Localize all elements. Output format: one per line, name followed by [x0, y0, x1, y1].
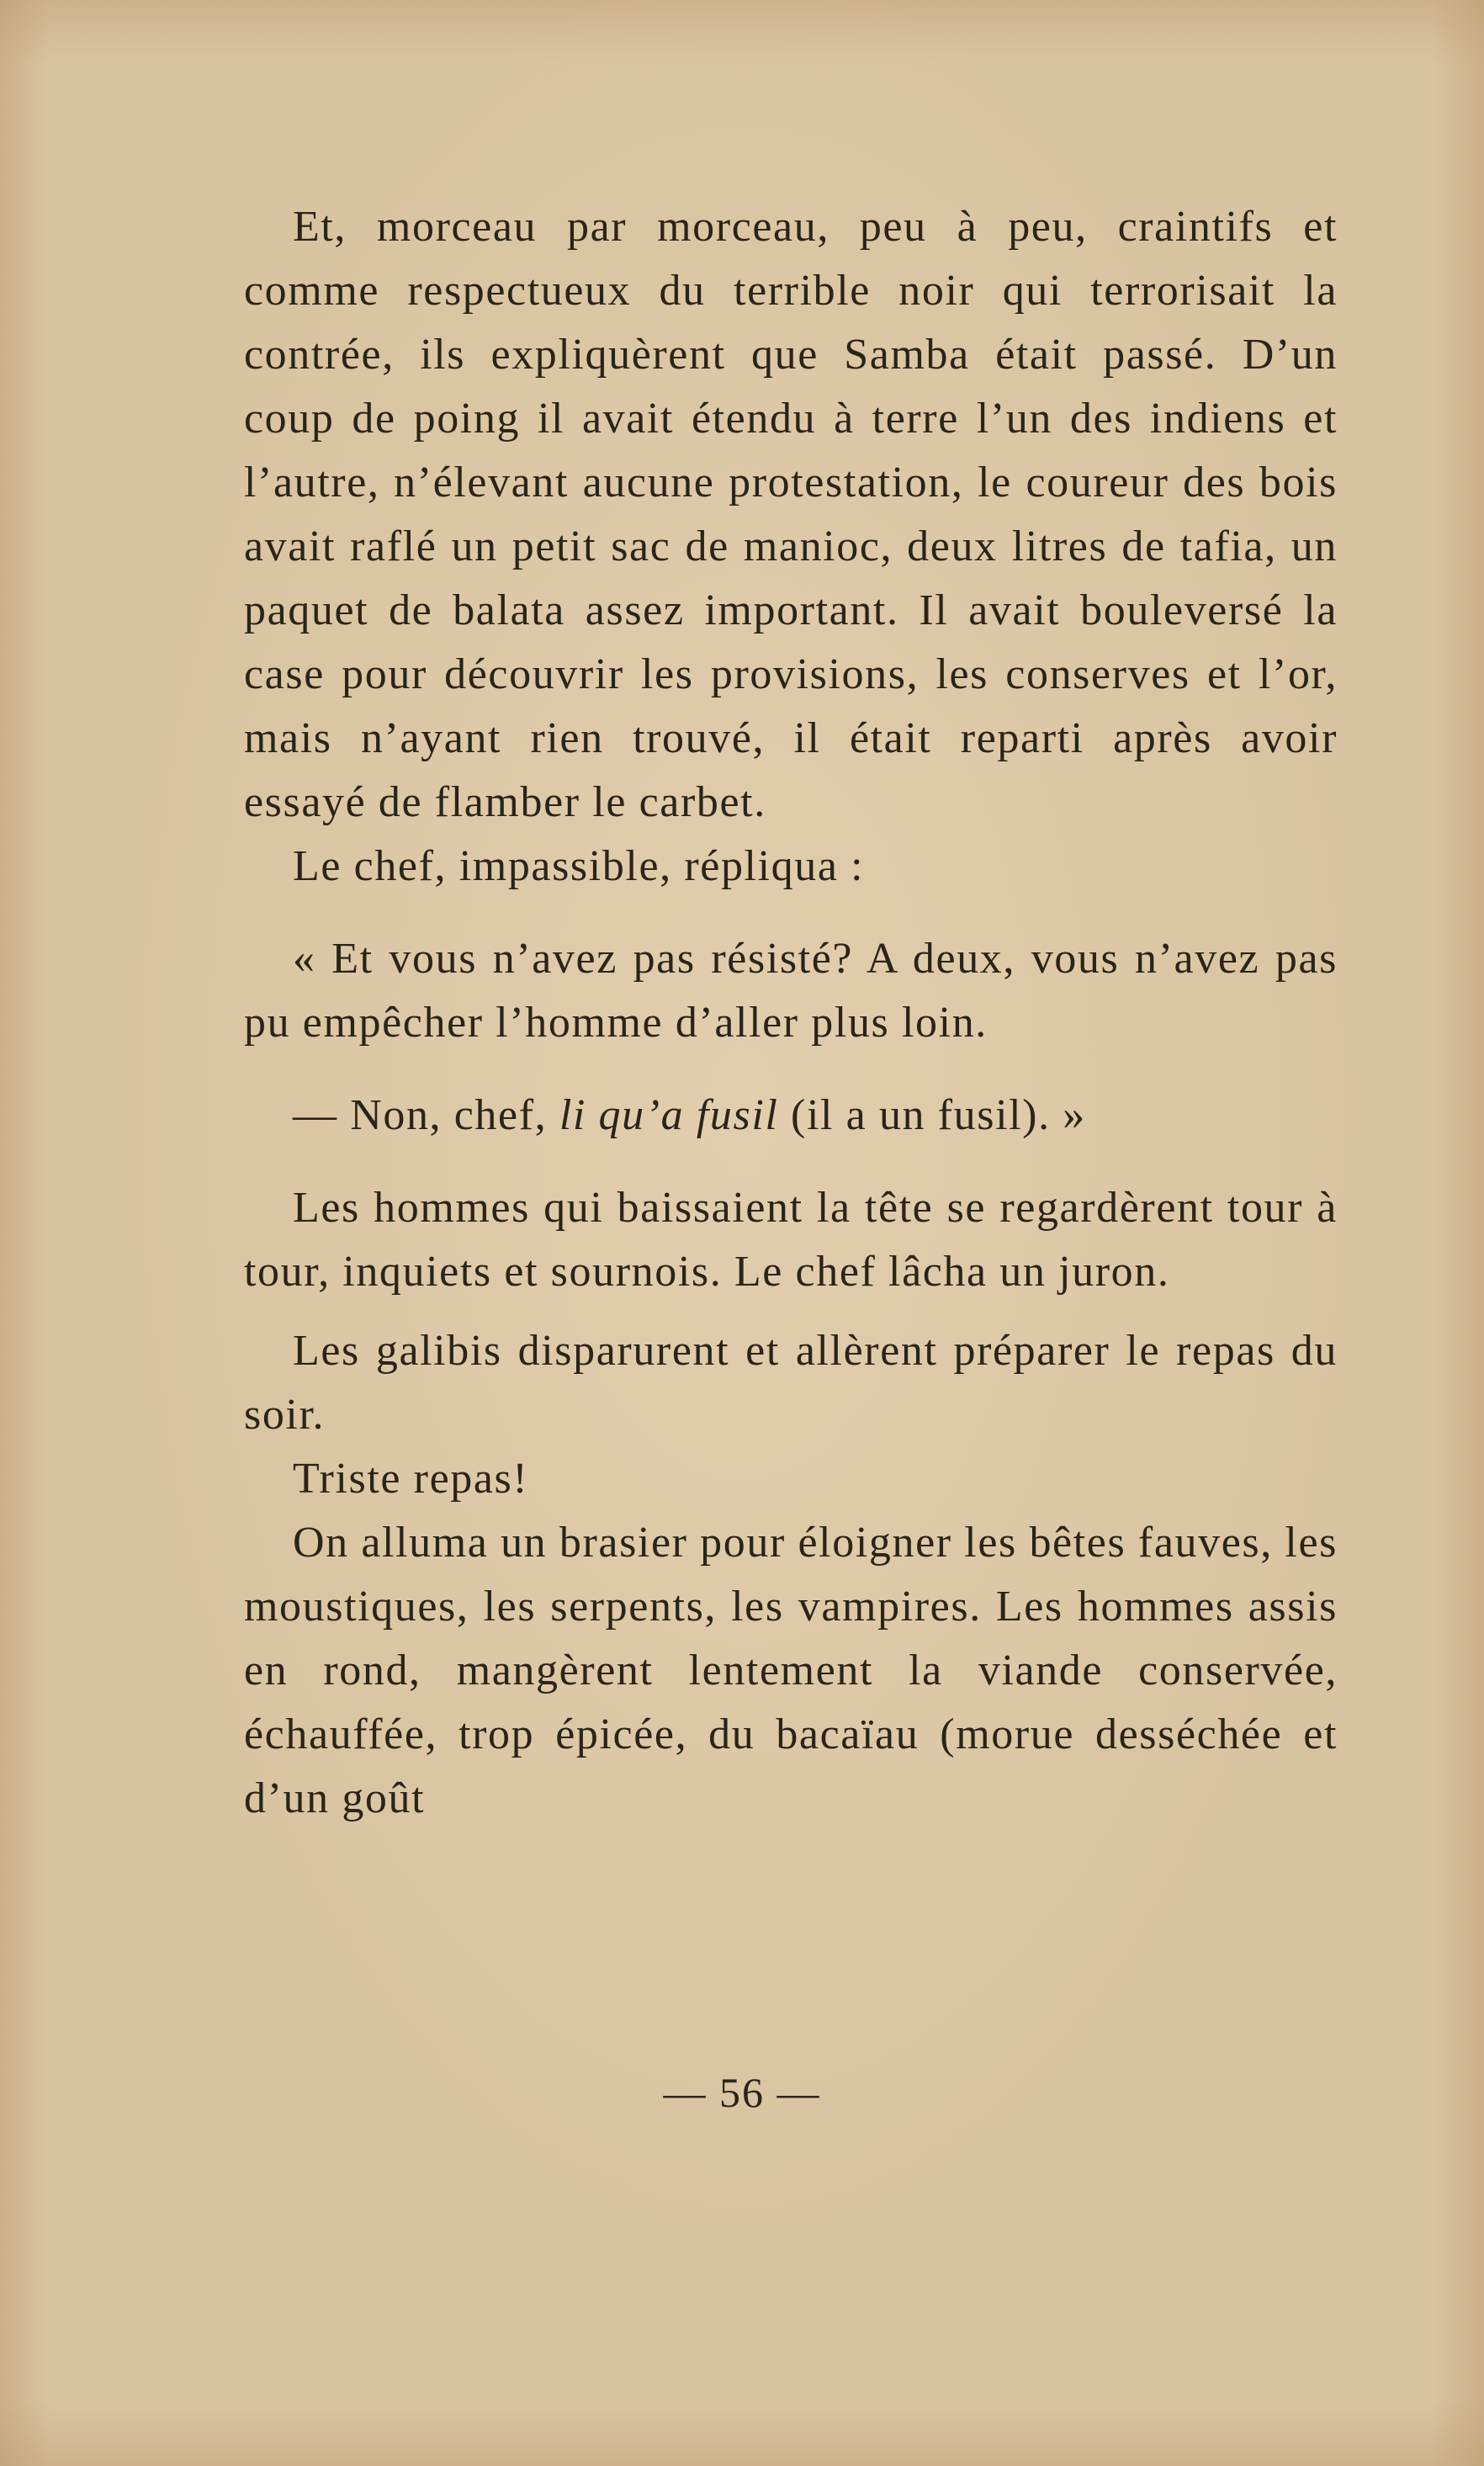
- dialogue-creole: li qu’a fusil: [559, 1091, 779, 1139]
- dialogue-translation: (il a un fusil). »: [791, 1091, 1086, 1139]
- paragraph-triste-repas: Triste repas!: [293, 1455, 529, 1503]
- paragraph-men-reaction: Les hommes qui baissaient la tête se regardèrent tour à tour, inquiets et sournois. Le chef lâcha un juron.: [244, 1184, 1338, 1296]
- paragraph-chef-reply: Le chef, impassible, répliqua :: [293, 842, 865, 890]
- paragraph-chef-question: « Et vous n’avez pas résisté? A deux, vous n’avez pas pu empêcher l’homme d’aller plus loin.: [244, 935, 1338, 1047]
- body-text: [244, 195, 1338, 1831]
- paragraph-brasier: On alluma un brasier pour éloigner les bêtes fauves, les moustiques, les serpents, les vampires. Les hommes assis en rond, mangèrent lentement la viande conservée, échauffée, trop épicée, du bacaïau (morue desséchée et d’un goût: [244, 1519, 1338, 1822]
- paragraph-dialogue-answer: [244, 1084, 1338, 1148]
- page-number: — 56 —: [663, 2069, 821, 2116]
- paragraph-galibis: Les galibis disparurent et allèrent préparer le repas du soir.: [244, 1327, 1338, 1439]
- dialogue-dash: — Non, chef,: [293, 1091, 548, 1139]
- paragraph-narration: Et, morceau par morceau, peu à peu, craintifs et comme respectueux du terrible noir qui terrorisait la contrée, ils expliquèrent que Samba était passé. D’un coup de poing il avait étendu à terre l’un des indiens et l’autre, n’élevant aucune protestation, le coureur des bois avait raflé un petit sac de manioc, deux litres de tafia, un paquet de balata assez important. Il avait bouleversé la case pour découvrir les provisions, les conserves et l’or, mais n’ayant rien trouvé, il était reparti après avoir essayé de flamber le carbet.: [244, 203, 1338, 826]
